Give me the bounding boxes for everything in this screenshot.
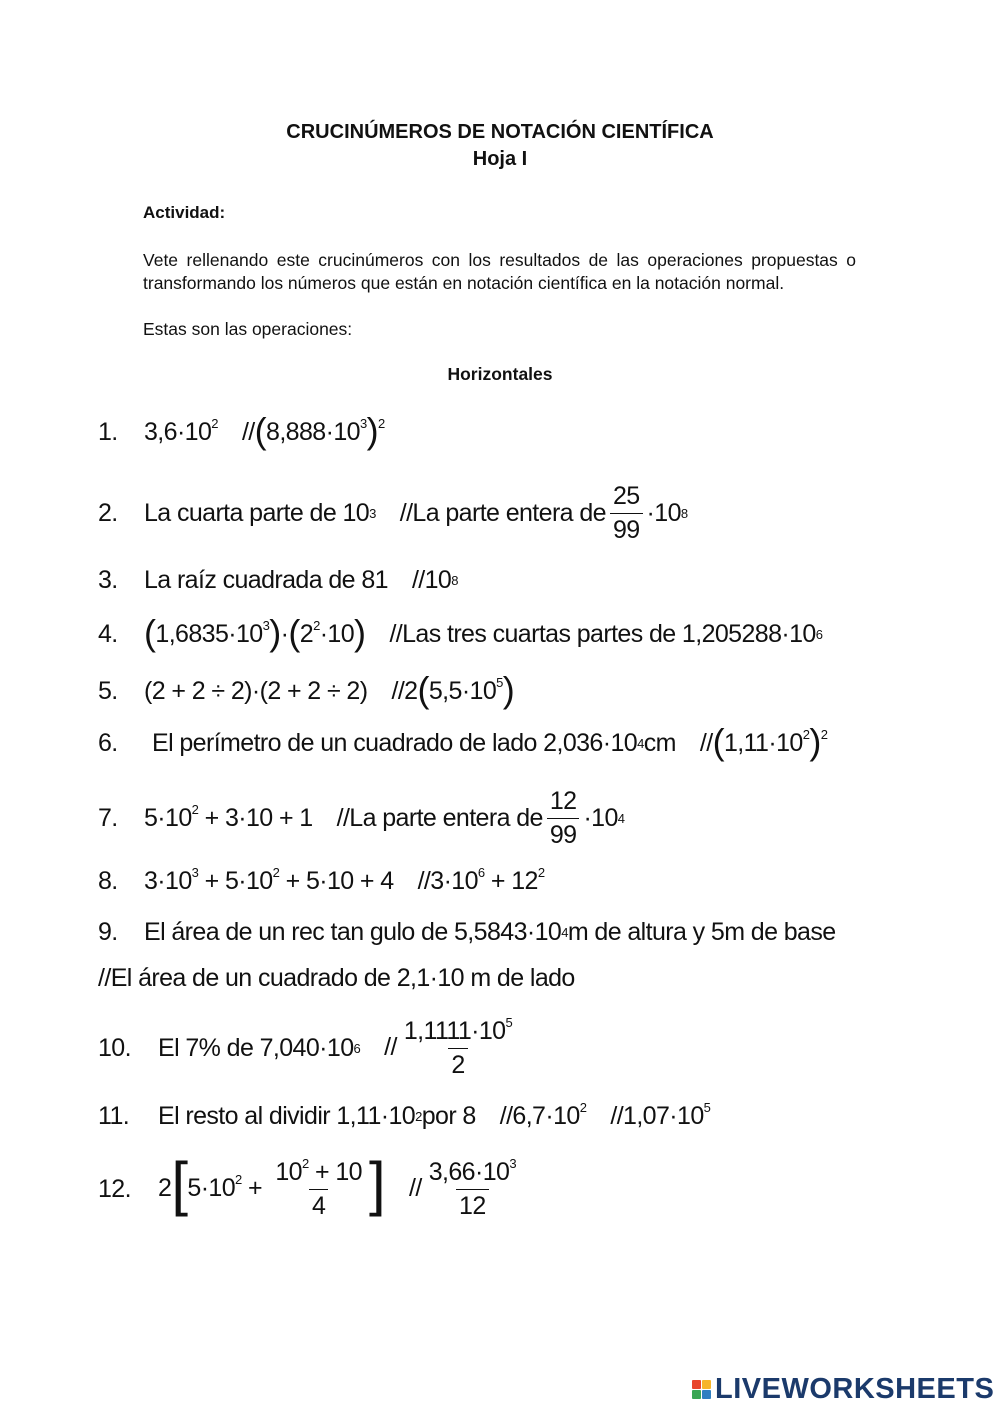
exercise-number: 7. bbox=[98, 804, 118, 832]
statement-alt: //La parte entera de bbox=[399, 499, 606, 527]
statement-alt: //El área de un cuadrado de 2,1·10 m de lado bbox=[98, 964, 575, 992]
exercise-11: 11. El resto al dividir 1,11·10 2 por 8 $//6,7\cdot 10^2$ $//1,07\cdot 10^5$ bbox=[98, 1100, 711, 1130]
expression: $//(1,11\cdot 10^2)^2$ bbox=[699, 721, 828, 762]
exercise-number: 11. bbox=[98, 1102, 130, 1130]
exercise-4: 4. $(1,6835\cdot 10^3)\cdot(2^2\cdot 10)$ //Las tres cuartas partes de 1,205288·10 6 bbox=[98, 612, 823, 653]
logo-icon bbox=[692, 1380, 711, 1399]
exercise-5 bbox=[98, 669, 515, 710]
expression: $2[5\cdot 10^2$ + $\frac{10^2 + 10}{4}$ ] // $\frac{3,66\cdot 10^3}{12}$ bbox=[158, 1150, 516, 1220]
exercise-12 bbox=[98, 1150, 523, 1221]
document-title: CRUCINÚMEROS DE NOTACIÓN CIENTÍFICA bbox=[286, 121, 714, 143]
exercise-6: 6. El perímetro de un cuadrado de lado 2,036·10 4 cm $//(1,11\cdot 10^2)^2$ bbox=[98, 721, 828, 762]
exercise-number: 9. bbox=[98, 918, 118, 946]
statement-alt: //Las tres cuartas partes de 1,205288·10 bbox=[389, 620, 816, 648]
statement: El perímetro de un cuadrado de lado 2,036·10 bbox=[152, 729, 638, 757]
expression: $3,6\cdot 10^2$ $//(8,888\cdot 10^3)^2$ bbox=[144, 410, 385, 451]
fraction: $\frac{12}{99}$ bbox=[547, 787, 580, 850]
exercise-number: 3. bbox=[98, 566, 118, 594]
statement: La raíz cuadrada de 81 bbox=[144, 566, 388, 594]
expression: $//6,7\cdot 10^2$ $//1,07\cdot 10^5$ bbox=[499, 1100, 711, 1130]
expression: $(1,6835\cdot 10^3)\cdot(2^2\cdot 10)$ bbox=[144, 612, 366, 653]
instructions-text: Vete rellenando este crucinúmeros con los resultados de las operaciones propuestas o transformando los números que están en notación científica en la notación normal. bbox=[143, 250, 856, 293]
statement-rest: m de altura y 5m de base bbox=[567, 918, 836, 946]
exercise-9: 9. El área de un rec tan gulo de 5,5843·10 4 m de altura y 5m de base bbox=[98, 918, 836, 946]
exercise-number: 5. bbox=[98, 677, 118, 705]
statement: El resto al dividir 1,11·10 bbox=[158, 1102, 416, 1130]
expression: $3\cdot 10^3 + 5\cdot 10^2 + 5\cdot 10 + 4$ $//3\cdot 10^6 + 12^2$ bbox=[144, 865, 545, 895]
statement-alt: //La parte entera de bbox=[336, 804, 543, 832]
statement-rest: por 8 bbox=[421, 1102, 476, 1130]
exercise-9-alt bbox=[98, 964, 575, 993]
document-subtitle: Hoja I bbox=[472, 148, 528, 170]
exercise-1 bbox=[98, 410, 385, 451]
exercise-8 bbox=[98, 867, 545, 896]
expression: // $\frac{1,1111\cdot 10^5}{2}$ bbox=[384, 1015, 513, 1079]
exercise-number: 6. bbox=[98, 729, 118, 757]
fraction: $\frac{25}{99}$ bbox=[610, 482, 643, 545]
exercise-10: 10. El 7% de 7,040·10 6 // $\frac{1,1111\cdot 10^5}{2}$ bbox=[98, 1017, 519, 1080]
section-heading: Horizontales bbox=[447, 364, 553, 384]
logo-text: LIVEWORKSHEETS bbox=[715, 1373, 995, 1405]
expression: (2 + 2 ÷ 2)·(2 + 2 ÷ 2) $//2(5,5\cdot 10^5)$ bbox=[144, 669, 515, 710]
statement: El 7% de 7,040·10 bbox=[158, 1034, 354, 1062]
exercise-3: 3. La raíz cuadrada de 81 //10 8 bbox=[98, 566, 458, 594]
exercise-7: 7. $5\cdot 10^2 + 3\cdot 10 + 1$ //La parte entera de $\frac{12}{99}$ ·10 4 bbox=[98, 787, 625, 849]
statement: La cuarta parte de 10 bbox=[144, 499, 370, 527]
statement-unit: cm bbox=[643, 729, 676, 757]
exercise-number: 1. bbox=[98, 418, 118, 446]
exercise-number: 12. bbox=[98, 1175, 131, 1203]
exercise-number: 2. bbox=[98, 499, 118, 527]
instructions-text-2: Estas son las operaciones: bbox=[143, 319, 353, 339]
exercise-number: 8. bbox=[98, 867, 118, 895]
statement: El área de un rec tan gulo de 5,5843·10 bbox=[144, 918, 562, 946]
exercise-number: 4. bbox=[98, 620, 118, 648]
statement-alt: //10 bbox=[411, 566, 452, 594]
expression: $5\cdot 10^2 + 3\cdot 10 + 1$ bbox=[144, 802, 313, 832]
exercise-2: 2. La cuarta parte de 10 3 //La parte entera de $\frac{25}{99}$ ·10 8 bbox=[98, 482, 688, 544]
liveworksheets-logo bbox=[692, 1373, 994, 1406]
activity-label: Actividad: bbox=[143, 203, 226, 222]
exercise-number: 10. bbox=[98, 1034, 131, 1062]
